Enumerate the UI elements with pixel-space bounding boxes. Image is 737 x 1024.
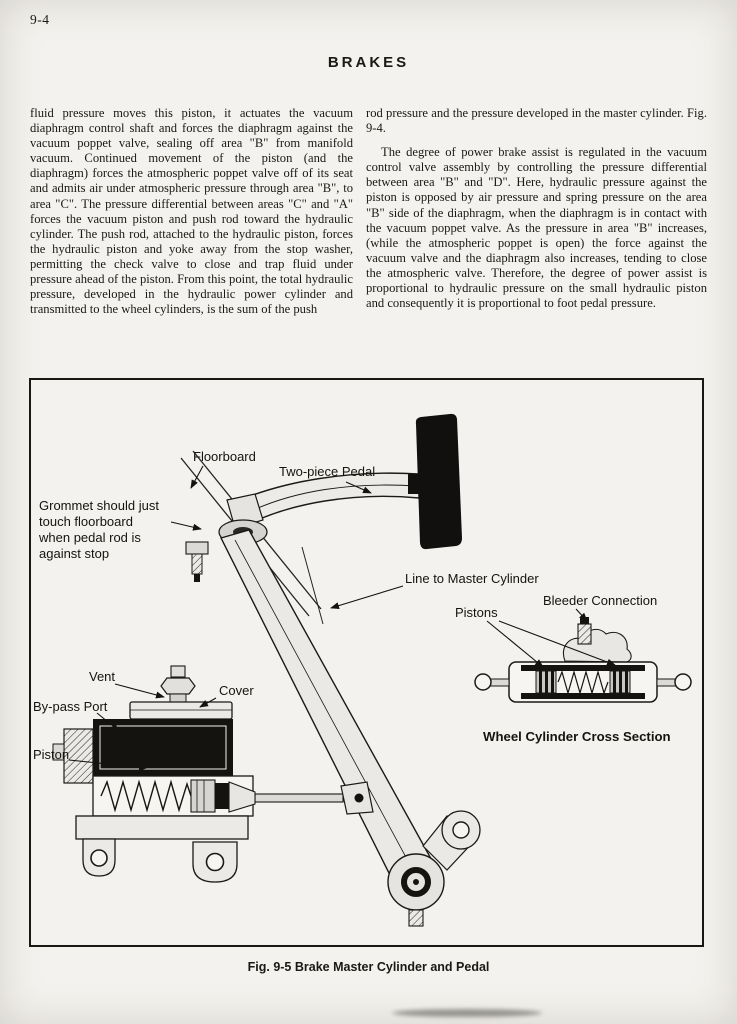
figure-frame: [29, 378, 704, 947]
figure-caption: Fig. 9-5 Brake Master Cylinder and Pedal: [247, 960, 490, 974]
scan-smudge: [392, 1009, 542, 1017]
label-bypass-port: By-pass Port: [33, 699, 108, 714]
pedal-pad: [408, 414, 462, 549]
push-rod-and-yoke: [255, 782, 373, 814]
pedal-lever: [221, 530, 480, 926]
left-column: [30, 106, 353, 317]
right-column-paragraph-2: The degree of power brake assist is regulated in the vacuum control valve assembly by controlling the pressure differential between area "B" and "D". Here, hydraulic pressure against the piston is opposed by air pressure and spring pressure on the area "B" side of the diaphragm, when the diaphragm is in contact with the vacuum poppet valve. As the pressure in area "B" increases, (while the atmospheric poppet is open) the force against the vacuum valve and the diaphragm also increases, tending to close the atmospheric valve. Therefore, the degree of power assist is proportional to hydraulic pressure on the small hydraulic piston and consequently it is proportional to foot pedal pressure.: [366, 145, 707, 311]
figure-illustration: [31, 380, 702, 945]
right-column-paragraph-1: rod pressure and the pressure developed in the master cylinder. Fig. 9-4.: [366, 106, 707, 136]
pedal-arm: [186, 473, 419, 582]
label-vent: Vent: [89, 669, 116, 684]
label-two-piece-pedal: Two-piece Pedal: [279, 464, 376, 479]
label-bleeder-connection: Bleeder Connection: [543, 593, 658, 608]
left-column-paragraph: fluid pressure moves this piston, it actuates the vacuum diaphragm control shaft and forces the diaphragm against the vacuum poppet valve, sealing off area "B" from manifold vacuum. Continued movement of the piston (and the diaphragm) forces the atmospheric poppet valve off of its seat and admits air under atmospheric pressure through area "B", to area "C". The pressure differential between areas "C" and "A" forces the vacuum piston and push rod toward the hydraulic cylinder. The push rod, attached to the hydraulic piston, forces the hydraulic piston and yoke away from the stop washer, permitting the check valve to close and trap fluid under pressure ahead of the piston. From this point, the total hydraulic pressure, developed in the hydraulic power cylinder and transmitted to the wheel cylinders, is the sum of the push: [30, 106, 353, 317]
label-grommet-line-3: when pedal rod is: [39, 530, 141, 545]
right-column: [366, 106, 707, 311]
page-number: 9-4: [30, 12, 50, 27]
label-cover: Cover: [219, 683, 254, 698]
label-floorboard: Floorboard: [193, 449, 256, 464]
label-grommet-line-2: touch floorboard: [39, 514, 133, 529]
label-pistons: Pistons: [455, 605, 498, 620]
label-grommet-line-4: against stop: [39, 546, 110, 561]
brake-pipe-line: [302, 547, 323, 624]
wheel-cylinder-inset: [475, 617, 691, 702]
label-piston: Piston: [33, 747, 70, 762]
section-title: BRAKES: [327, 54, 410, 71]
label-wheel-cylinder-cross-section: Wheel Cylinder Cross Section: [483, 729, 671, 744]
label-line-to-master-cylinder: Line to Master Cylinder: [405, 571, 539, 586]
label-grommet-line-1: Grommet should just: [39, 498, 159, 513]
